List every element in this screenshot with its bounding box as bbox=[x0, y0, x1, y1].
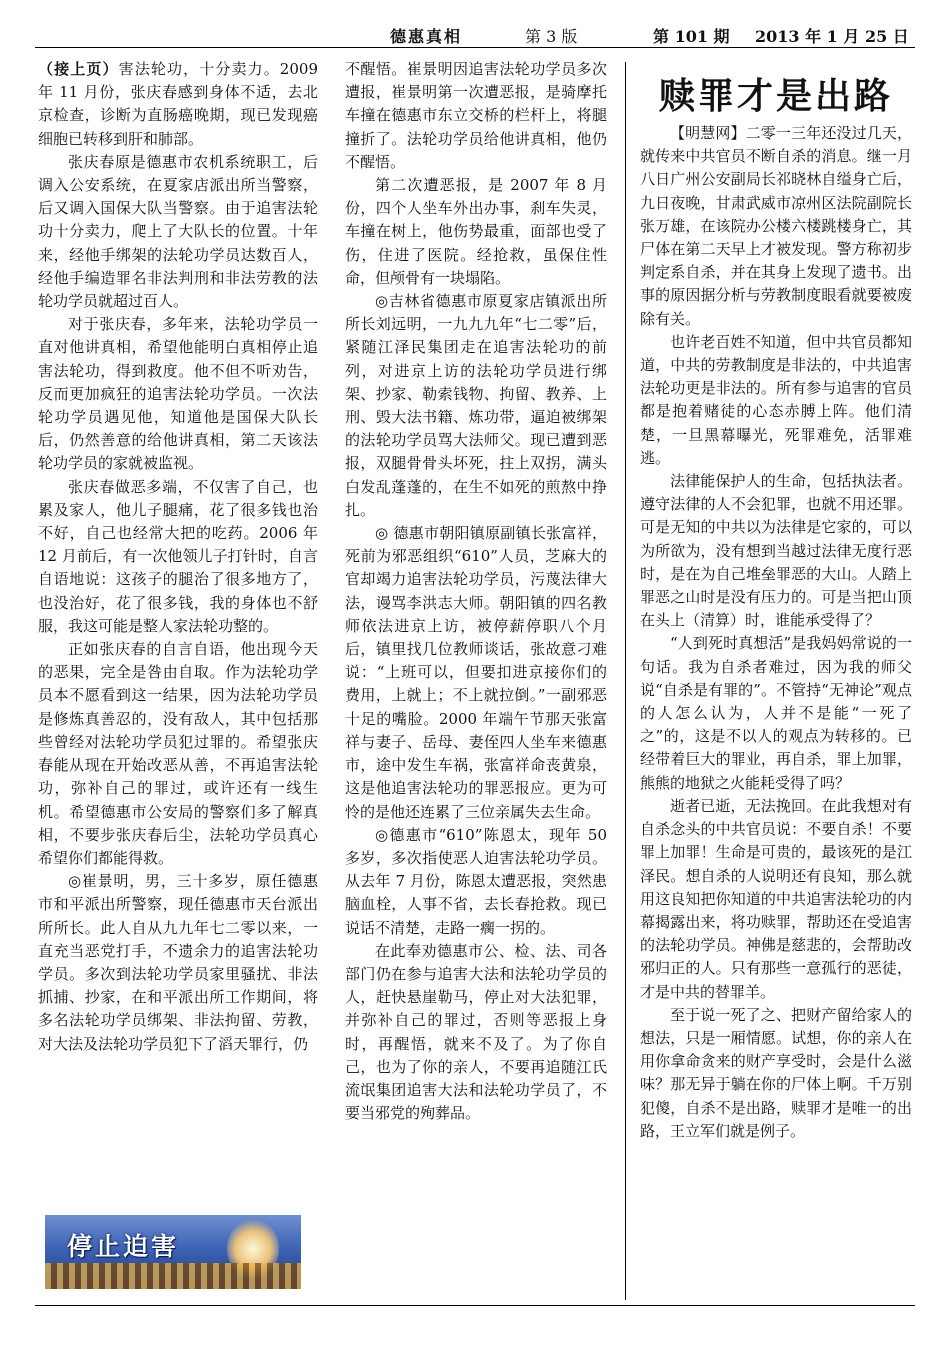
column-2-paragraph: 在此奉劝德惠市公、检、法、司各部门仍在参与追害大法和法轮功学员的人，赶快悬崖勒马，停止对大法犯罪，并弥补自己的罪过，否则等恶报上身时，再醒悟，就来不及了。为了你自己，也为了你的亲人，不要再追随江氏流氓集团追害大法和法轮功学员了，不要当邪党的殉葬品。 bbox=[345, 941, 607, 1123]
column-2 bbox=[345, 58, 607, 1125]
column-2-paragraph: ◎德惠市“610”陈恩太，现年 50 多岁，多次指使恶人迫害法轮功学员。从去年 7 月份，陈恩太遭恶报，突然患脑血栓，人事不省，去长春抢救。现已说话不清楚，走路一瘸一拐的。 bbox=[345, 825, 607, 937]
page-header bbox=[35, 22, 915, 48]
column-3-paragraph: 法律能保护人的生命，包括执法者。遵守法律的人不会犯罪，也就不用还罪。可是无知的中共以为法律是它家的，可以为所欲为，没有想到当越过法律无度行恶时，是在为自己堆垒罪恶的大山。人踏上罪恶之山时是没有压力的。可是当把山顶在头上（清算）时，谁能承受得了？ bbox=[640, 472, 912, 630]
column-2-paragraph: 第二次遭恶报，是 2007 年 8 月份，四个人坐车外出办事，刹车失灵，车撞在树上，他伤势最重，面部也受了伤，住进了医院。经抢救，虽保住性命，但颅骨有一块塌陷。 bbox=[345, 176, 607, 287]
column-1-paragraph: 张庆春做恶多端，不仅害了自己，也累及家人，他儿子腿痛，花了很多钱也治不好，自己也经常大把的吃药。2006 年 12 月前后，有一次他领儿子打针时，自言自语地说：这孩子的腿治了很多地方了，也没治好，花了很多钱，我的身体也不舒服，我这可能是整人家法轮功整的。 bbox=[38, 477, 318, 635]
column-2-paragraph: ◎ 德惠市朝阳镇原副镇长张富祥，死前为邪恶组织“610”人员，芝麻大的官却竭力追害法轮功学员，污蔑法律大法，谩骂李洪志大师。朝阳镇的四名教师依法进京上访，被停薪停职八个月后，镇里找几位教师谈话，张故意刁难说：“上班可以，但要扣进京接你们的费用，上就上；不上就拉倒。”一副邪恶十足的嘴脸。2000 年端午节那天张富祥与妻子、岳母、妻侄四人坐车来德惠市，途中发生车祸，张富祥命丧黄泉，这是他追害法轮功的罪恶报应。更为可怜的是他还连累了三位亲属失去生命。 bbox=[345, 524, 607, 821]
continued-marker: （接上页） bbox=[38, 60, 119, 78]
footer-rule bbox=[35, 1305, 915, 1306]
paragraph-text: 害法轮功，十分卖力。2009 年 11 月份，张庆春感到身体不适，去北京检查，诊断为直肠癌晚期，现已发现癌细胞已转移到肝和肺部。 bbox=[38, 60, 318, 148]
column-3-paragraph: 也许老百姓不知道，但中共官员都知道，中共的劳教制度是非法的，中共追害法轮功更是非法的。所有参与追害的官员都是抱着赌徒的心态赤膊上阵。他们清楚，一旦黑幕曝光，死罪难免，活罪难逃。 bbox=[640, 332, 912, 467]
column-1 bbox=[38, 58, 318, 1056]
column-1-paragraph: ◎崔景明，男，三十多岁，原任德惠市和平派出所警察，现任德惠市天台派出所所长。此人自从九九年七二零以来，一直充当恶党打手，不遗余力的追害法轮功学员。多次到法轮功学员家里骚扰、非法抓捕、抄家，在和平派出所工作期间，将多名法轮功学员绑架、非法拘留、劳教，对大法及法轮功学员犯下了滔天罪行，仍 bbox=[38, 872, 318, 1053]
column-3-paragraph: 【明慧网】二零一三年还没过几天，就传来中共官员不断自杀的消息。继一月八日广州公安副局长祁晓林自缢身亡后，九日夜晚，甘肃武威市凉州区法院副院长张万雄，在该院办公楼六楼跳楼身亡，其尸体在第二天早上才被发现。警方称初步判定系自杀，并在其身上发现了遗书。出事的原因据分析与劳教制度眼看就要被废除有关。 bbox=[640, 124, 912, 328]
header-rule bbox=[35, 47, 915, 48]
stop-persecution-banner bbox=[45, 1215, 301, 1289]
candles-icon bbox=[45, 1263, 301, 1289]
column-1-paragraph: 张庆春原是德惠市农机系统职工，后调入公安系统，在夏家店派出所当警察，后又调入国保大队当警察。由于追害法轮功十分卖力，爬上了大队长的位置。十年来，经他手绑架的法轮功学员达数百人，经他手编造罪名非法判刑和非法劳教的法轮功学员就超过百人。 bbox=[38, 152, 318, 311]
column-3-paragraph: 逝者已逝，无法挽回。在此我想对有自杀念头的中共官员说：不要自杀！不要罪上加罪！生命是可贵的，最该死的是江泽民。想自杀的人说明还有良知，那么就用这良知把你知道的中共追害法轮功的内幕揭露出来，将功赎罪，帮助还在受追害的法轮功学员。神佛是慈悲的，会帮助改邪归正的人。只有那些一意孤行的恶徒，才是中共的替罪羊。 bbox=[640, 796, 912, 1001]
column-1-paragraph: 对于张庆春，多年来，法轮功学员一直对他讲真相，希望他能明白真相停止追害法轮功，得到救度。他不但不听劝告，反而更加疯狂的追害法轮功学员。一次法轮功学员遇见他，知道他是国保大队长后，仍然善意的给他讲真相，第二天该法轮功学员的家就被监视。 bbox=[38, 315, 318, 473]
column-divider bbox=[625, 62, 626, 1300]
column-1-paragraph: 正如张庆春的自言自语，他出现今天的恶果，完全是咎由自取。作为法轮功学员本不愿看到这一结果，因为法轮功学员是修炼真善忍的，没有敌人，其中包括那些曾经对法轮功学员犯过罪的。希望张庆春能从现在开始改恶从善，不再追害法轮功，弥补自己的罪过，或许还有一线生机。希望德惠市公安局的警察们多了解真相，不要步张庆春后尘，法轮功学员真心希望你们都能得救。 bbox=[38, 640, 318, 867]
column-3-paragraph: 至于说一死了之、把财产留给家人的想法，只是一厢情愿。试想，你的亲人在用你拿命贪来的财产享受时，会是什么滋味？那无异于躺在你的尸体上啊。千万别犯傻，自杀不是出路，赎罪才是唯一的出路，王立军们就是例子。 bbox=[640, 1005, 912, 1140]
article-title: 赎罪才是出路 bbox=[658, 76, 893, 117]
column-2-paragraph: ◎吉林省德惠市原夏家店镇派出所所长刘远明，一九九九年“七二零”后，紧随江泽民集团走在追害法轮功的前列，对进京上访的法轮功学员进行绑架、抄家、勒索钱物、拘留、教养、上刑、毁大法书籍、炼功带，逼迫被绑架的法轮功学员骂大法师父。现已遭到恶报，双腿骨骨头坏死，拄上双拐，满头白发乱蓬蓬的，在生不如死的煎熬中挣扎。 bbox=[345, 292, 607, 519]
newspaper-name: 德惠真相 bbox=[390, 27, 463, 46]
column-2-paragraph: 不醒悟。崔景明因追害法轮功学员多次遭报，崔景明第一次遭恶报，是骑摩托车撞在德惠市东立交桥的栏杆上，将腿撞折了。法轮功学员给他讲真相，他仍不醒悟。 bbox=[345, 60, 607, 171]
issue-number: 第 101 期 bbox=[653, 27, 730, 46]
column-1-paragraph bbox=[38, 58, 318, 151]
issue-date: 2013 年 1 月 25 日 bbox=[755, 27, 909, 46]
column-3 bbox=[640, 122, 912, 1143]
banner-text: 停止迫害 bbox=[67, 1232, 180, 1261]
column-3-paragraph: “人到死时真想活”是我妈妈常说的一句话。我为自杀者难过，因为我的师父说“自杀是有罪的”。不管持“无神论”观点的人怎么认为，人并不是能“一死了之”的，这是不以人的观点为转移的。已经带着巨大的罪业，再自杀，罪上加罪，熊熊的地狱之火能耗受得了吗？ bbox=[640, 634, 912, 792]
page-number: 第 3 版 bbox=[525, 27, 578, 46]
